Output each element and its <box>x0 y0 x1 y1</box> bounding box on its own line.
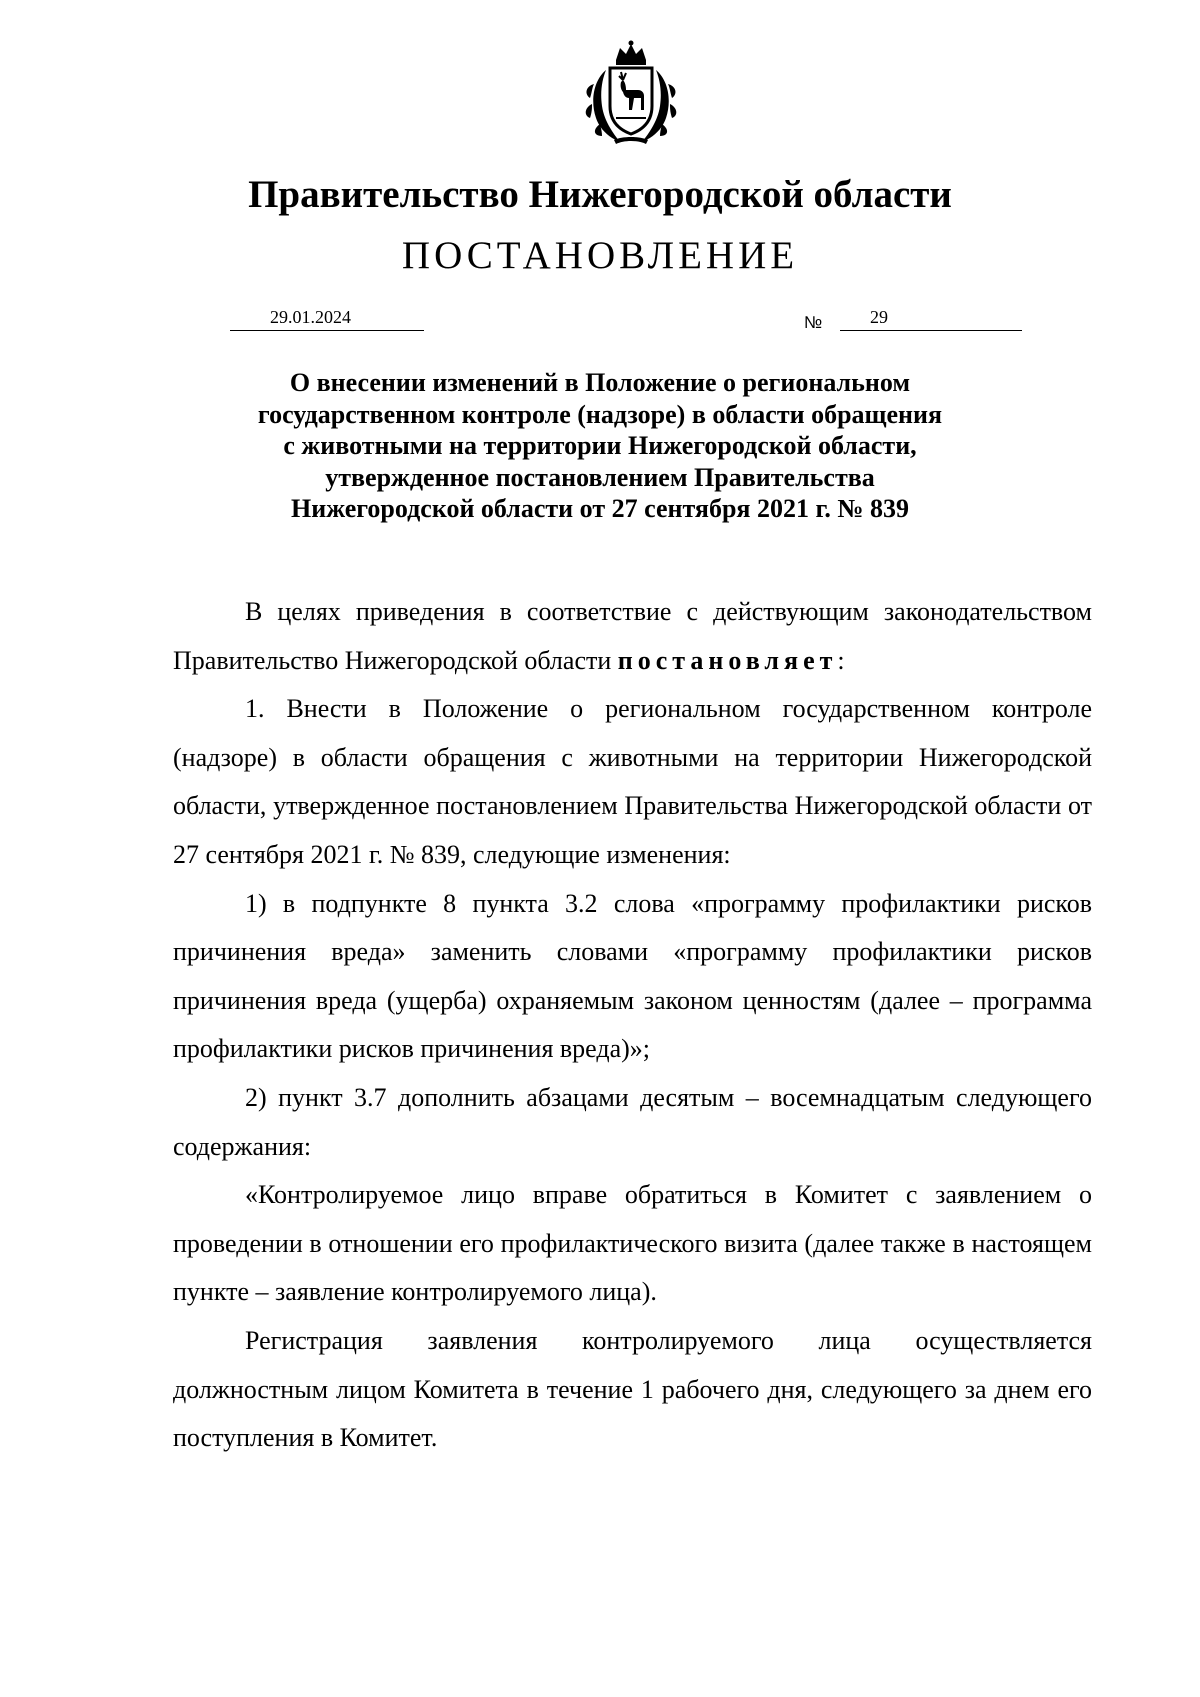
title-line: с животными на территории Нижегородской области, <box>283 431 917 460</box>
title-line: утвержденное постановлением Правительства <box>325 462 875 492</box>
document-type: ПОСТАНОВЛЕНИЕ <box>401 234 799 277</box>
document-date: 29.01.2024 <box>270 307 351 327</box>
document-title <box>0 367 1200 525</box>
body-paragraph: Регистрация заявления контролируемого лица осуществляется должностным лицом Комитета в течение 1 рабочего дня, следующего за днем его поступления в Комитет. <box>173 1325 1092 1453</box>
document-number-field <box>840 306 1022 331</box>
document-date-field <box>230 306 424 331</box>
title-line: О внесении изменений в Положение о региональном <box>289 368 911 397</box>
coat-of-arms-emblem <box>576 40 686 148</box>
number-sign: № <box>804 313 823 332</box>
title-line: Нижегородской области от 27 сентября 2021 г. № 839 <box>291 494 909 523</box>
document-body <box>173 588 1092 1463</box>
body-paragraph: 1. Внести в Положение о региональном государственном контроле (надзоре) в области обращения с животными на территории Нижегородской области, утвержденное постановлением Правительства Нижегородской области от 27 сентября 2021 г. № 839, следующие изменения: <box>173 694 1092 869</box>
decree-colon: : <box>837 645 845 675</box>
body-paragraph: 1) в подпункте 8 пункта 3.2 слова «программу профилактики рисков причинения вреда» заменить словами «программу профилактики рисков причинения вреда (ущерба) охраняемым законом ценностям (далее – программа профилактики рисков причинения вреда)»; <box>173 888 1092 1064</box>
decree-word: постановляет <box>617 645 838 675</box>
government-name: Правительство Нижегородской области <box>248 173 952 216</box>
body-paragraph: «Контролируемое лицо вправе обратиться в Комитет с заявлением о проведении в отношении его профилактического визита (далее также в настоящем пункте – заявление контролируемого лица). <box>173 1180 1092 1307</box>
preamble-text: В целях приведения в соответствие с действующим законодательством Правительство Нижегородской области <box>173 597 1092 675</box>
title-line: государственном контроле (надзоре) в области обращения <box>257 399 943 429</box>
document-number: 29 <box>870 307 888 327</box>
body-paragraph: 2) пункт 3.7 дополнить абзацами десятым – восемнадцатым следующего содержания: <box>173 1082 1092 1161</box>
preamble-paragraph <box>173 588 1092 685</box>
